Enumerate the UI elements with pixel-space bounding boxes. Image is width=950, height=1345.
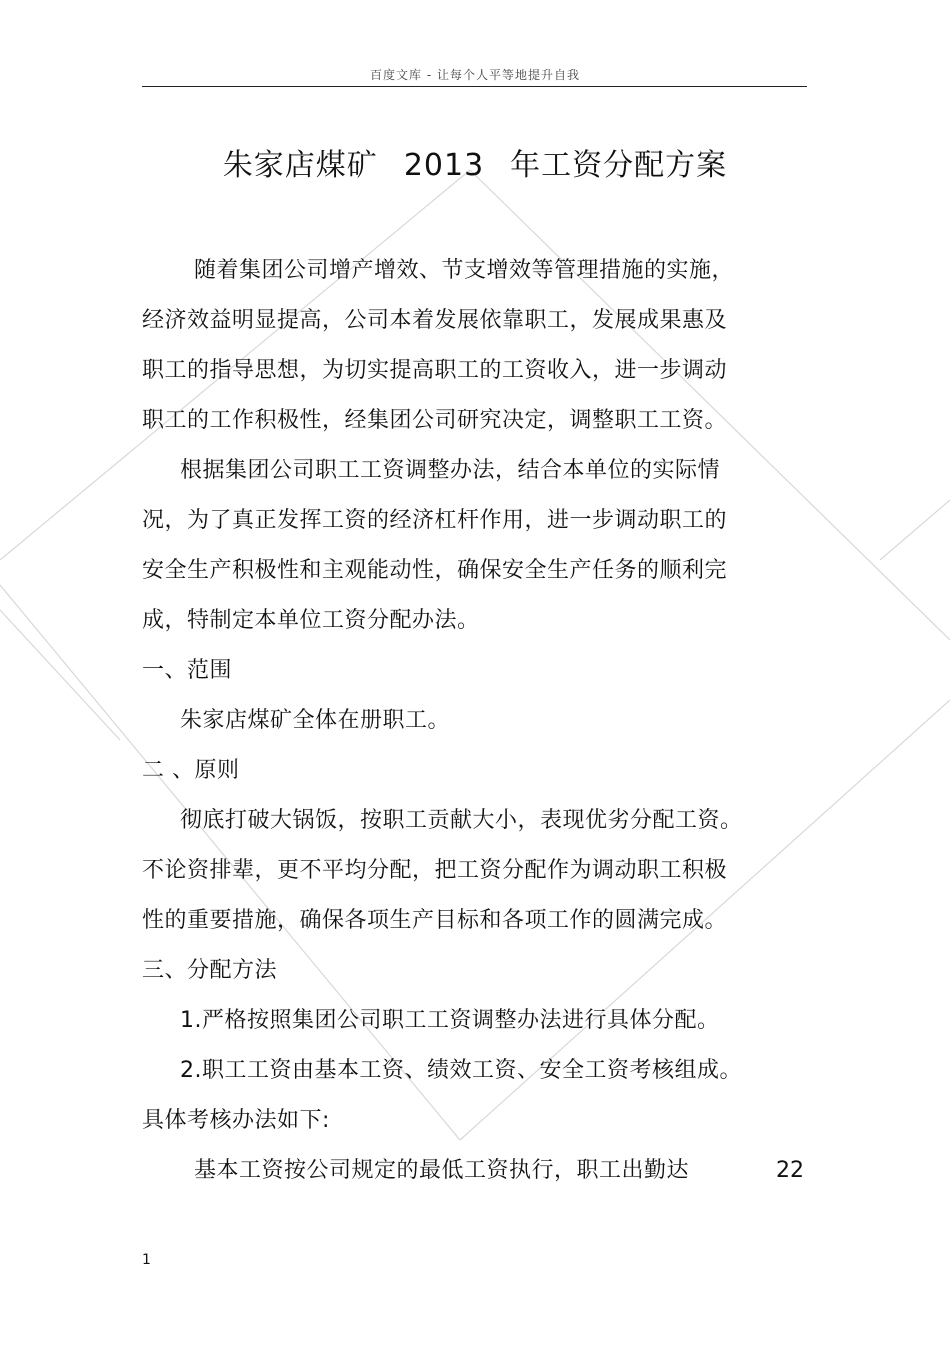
paragraph-line: 况，为了真正发挥工资的经济杠杆作用，进一步调动职工的 bbox=[142, 508, 728, 533]
section-heading-method: 三、分配方法 bbox=[142, 958, 278, 983]
paragraph-line: 朱家店煤矿全体在册职工。 bbox=[180, 708, 451, 733]
paragraph-line: 基本工资按公司规定的最低工资执行，职工出勤达 bbox=[194, 1158, 690, 1183]
paragraph-line: 性的重要措施，确保各项生产目标和各项工作的圆满完成。 bbox=[142, 908, 728, 933]
page-header: 百度文库 - 让每个人平等地提升自我 bbox=[370, 68, 580, 82]
section-heading-principle: 二 、原则 bbox=[142, 758, 240, 783]
document-title bbox=[0, 140, 950, 184]
paragraph-line: 职工的工作积极性，经集团公司研究决定，调整职工工资。 bbox=[142, 408, 728, 433]
paragraph-line: 具体考核办法如下: bbox=[142, 1108, 330, 1133]
paragraph-line: 彻底打破大锅饭，按职工贡献大小，表现优劣分配工资。 bbox=[180, 808, 743, 833]
paragraph-line-number: 22 bbox=[776, 1158, 804, 1183]
title-year: 2013 bbox=[403, 148, 485, 183]
section-heading-scope: 一、范围 bbox=[142, 658, 233, 683]
title-suffix: 年工资分配方案 bbox=[510, 148, 728, 183]
header-divider bbox=[142, 86, 807, 87]
paragraph-line: 经济效益明显提高，公司本着发展依靠职工，发展成果惠及 bbox=[142, 308, 728, 333]
page-number: 1 bbox=[142, 1252, 151, 1268]
paragraph-line: 随着集团公司增产增效、节支增效等管理措施的实施， bbox=[194, 258, 735, 283]
list-item: 1.严格按照集团公司职工工资调整办法进行具体分配。 bbox=[180, 1008, 720, 1033]
title-prefix: 朱家店煤矿 bbox=[222, 148, 378, 183]
paragraph-line: 职工的指导思想，为切实提高职工的工资收入，进一步调动 bbox=[142, 358, 728, 383]
list-item: 2.职工工资由基本工资、绩效工资、安全工资考核组成。 bbox=[180, 1058, 742, 1083]
paragraph-line: 安全生产积极性和主观能动性，确保安全生产任务的顺利完 bbox=[142, 558, 728, 583]
paragraph-line: 不论资排辈，更不平均分配，把工资分配作为调动职工积极 bbox=[142, 858, 728, 883]
paragraph-line: 根据集团公司职工工资调整办法，结合本单位的实际情 bbox=[180, 458, 721, 483]
paragraph-line: 成，特制定本单位工资分配办法。 bbox=[142, 608, 480, 633]
